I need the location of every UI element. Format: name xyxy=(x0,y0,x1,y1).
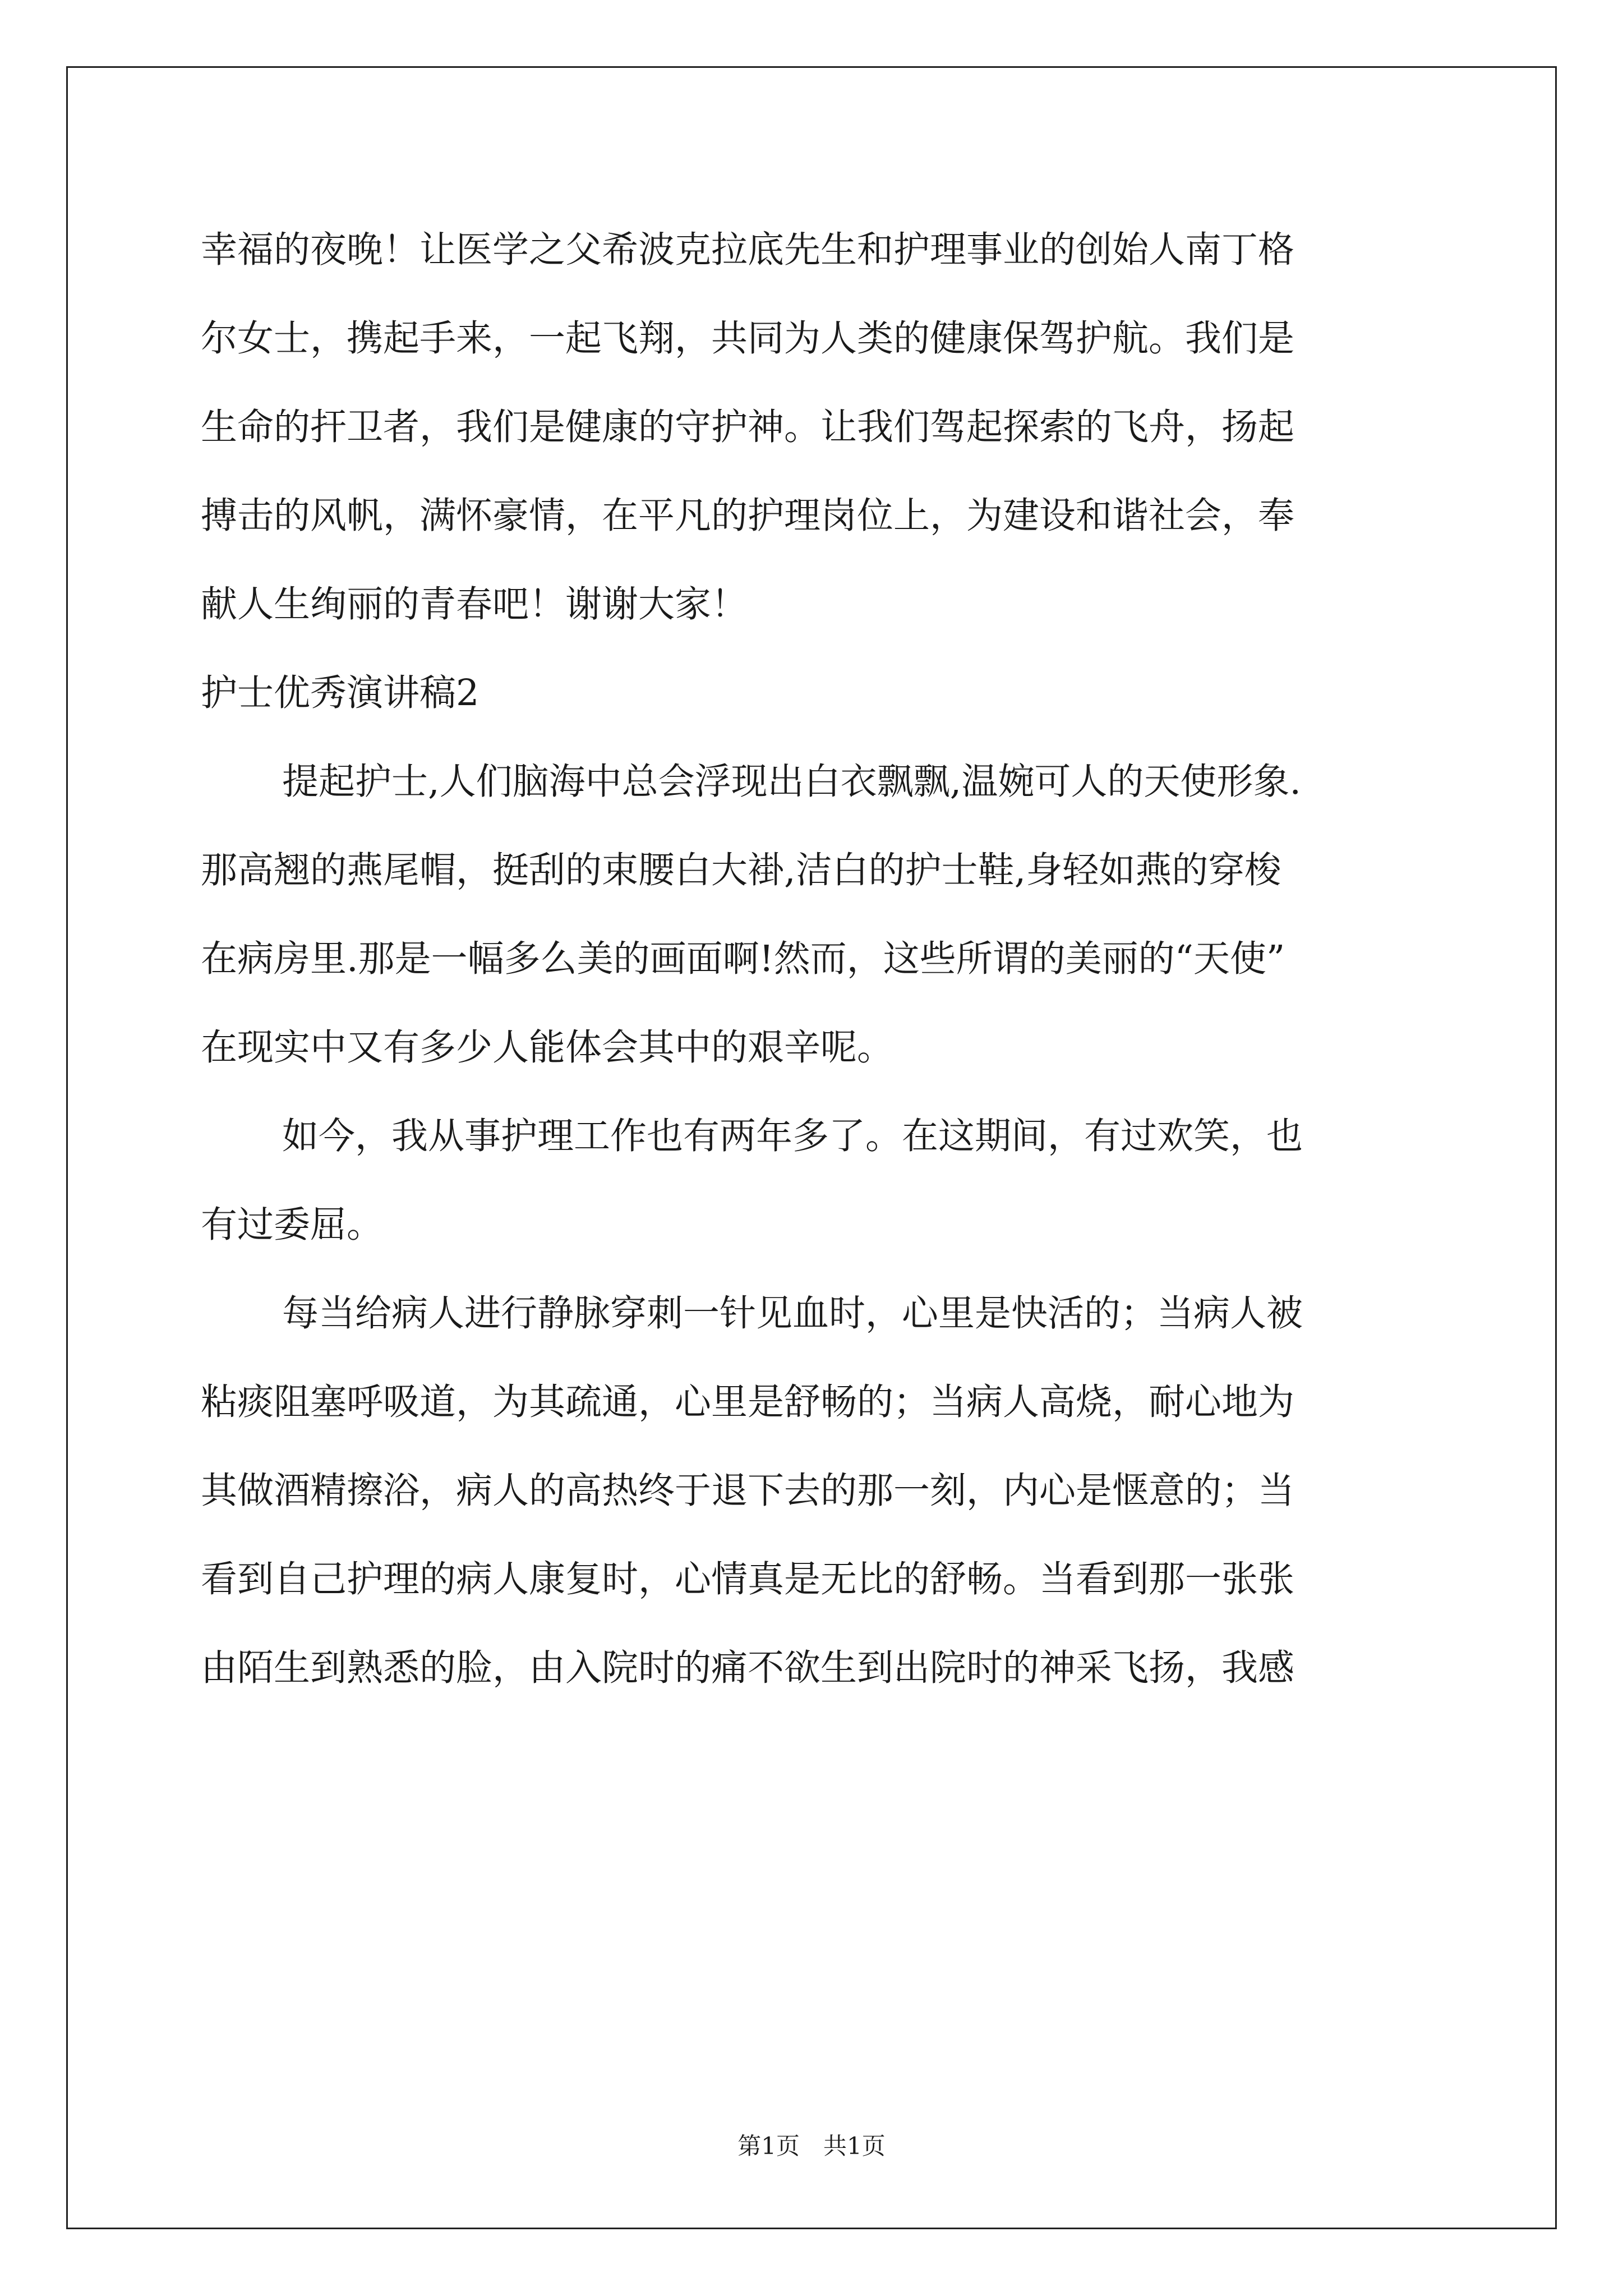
text-line: 幸福的夜晚！让医学之父希波克拉底先生和护理事业的创始人南丁格 xyxy=(201,229,1295,271)
text-line: 在现实中又有多少人能体会其中的艰辛呢。 xyxy=(201,1027,894,1069)
text-line: 粘痰阻塞呼吸道，为其疏通，心里是舒畅的；当病人高烧，耐心地为 xyxy=(201,1381,1295,1423)
paragraph-first-line: 每当给病人进行静脉穿刺一针见血时，心里是快活的；当病人被 xyxy=(282,1292,1303,1335)
paragraph-first-line: 提起护士,人们脑海中总会浮现出白衣飘飘,温婉可人的天使形象. xyxy=(282,761,1301,803)
text-line: 看到自己护理的病人康复时，心情真是无比的舒畅。当看到那一张张 xyxy=(201,1558,1295,1600)
text-line: 生命的扞卫者，我们是健康的守护神。让我们驾起探索的飞舟，扬起 xyxy=(201,406,1295,448)
text-line: 搏击的风帆，满怀豪情，在平凡的护理岗位上，为建设和谐社会，奉 xyxy=(201,495,1295,537)
text-line: 那高翘的燕尾帽，挺刮的束腰白大褂,洁白的护士鞋,身轻如燕的穿梭 xyxy=(201,849,1281,891)
text-line: 献人生绚丽的青春吧！谢谢大家！ xyxy=(201,583,748,625)
text-line: 在病房里.那是一幅多么美的画面啊!然而，这些所谓的美丽的“天使” xyxy=(201,938,1285,980)
document-body xyxy=(201,217,1429,1723)
page-footer: 第1页 共1页 xyxy=(737,2132,886,2160)
text-line: 由陌生到熟悉的脸，由入院时的痛不欲生到出院时的神采飞扬，我感 xyxy=(201,1647,1295,1689)
text-line: 尔女士，携起手来，一起飞翔，共同为人类的健康保驾护航。我们是 xyxy=(201,318,1295,360)
text-line: 其做酒精擦浴，病人的高热终于退下去的那一刻，内心是惬意的；当 xyxy=(201,1470,1295,1512)
text-line: 有过委屈。 xyxy=(201,1204,384,1246)
section-heading: 护士优秀演讲稿2 xyxy=(201,672,479,714)
paragraph-first-line: 如今，我从事护理工作也有两年多了。在这期间，有过欢笑，也 xyxy=(282,1115,1303,1157)
